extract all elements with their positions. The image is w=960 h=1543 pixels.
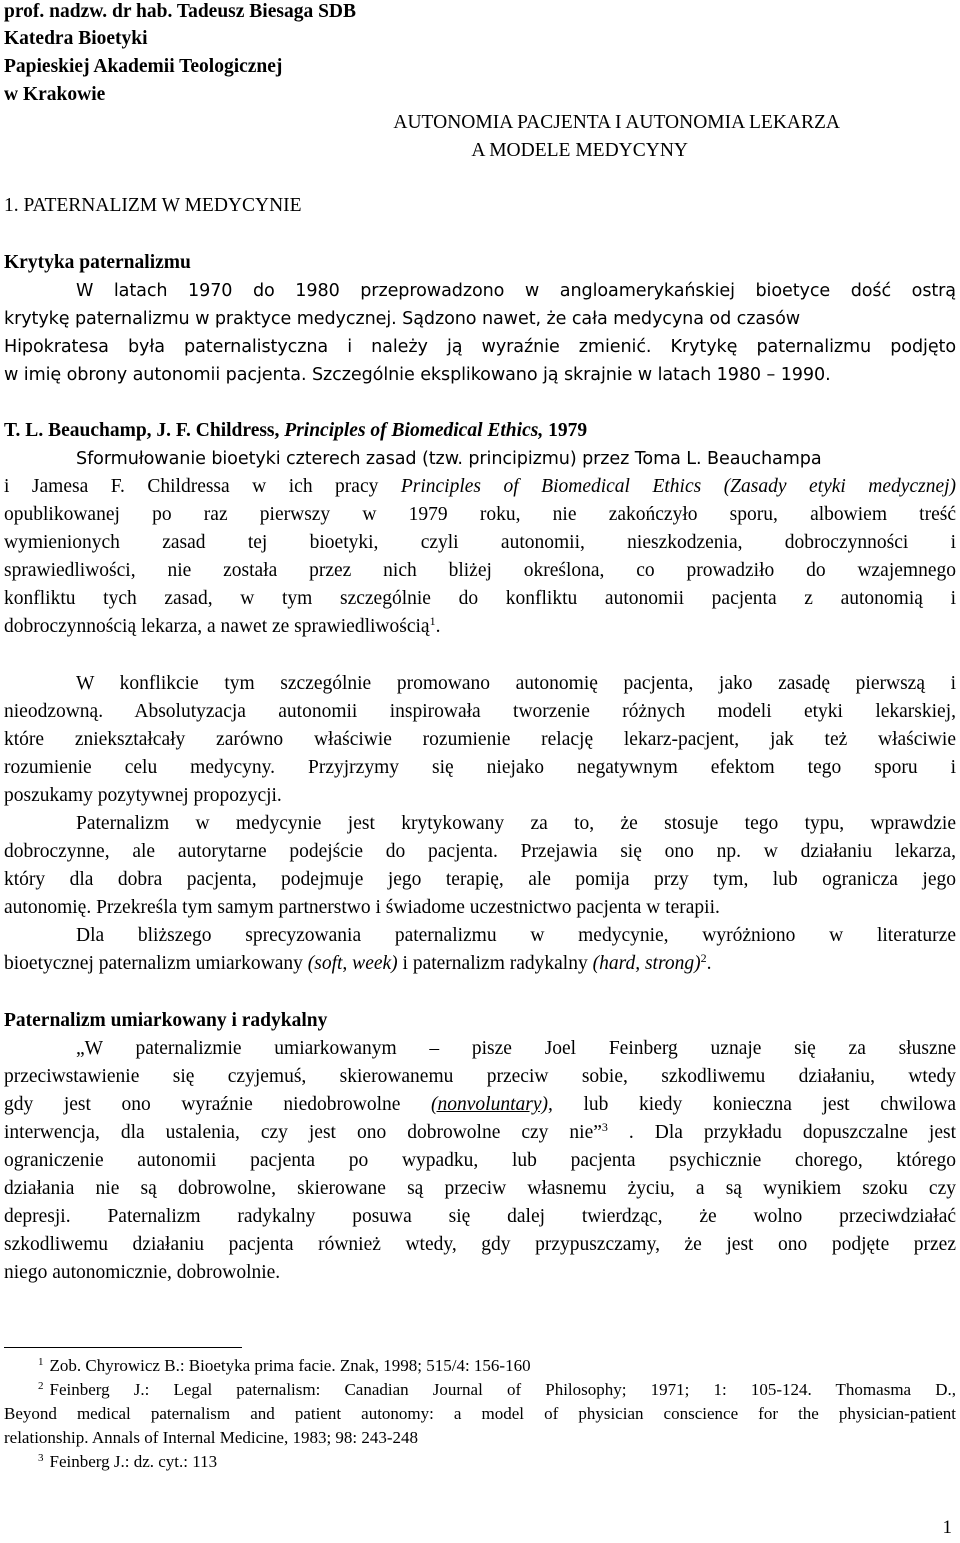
text-span: i Jamesa F. Childressa w ich pracy [4,476,401,497]
footnote-text: Feinberg J.: Legal paternalism: Canadian Journal of Philosophy; 1971; 1: 105-124. Thomasma D., [49,1380,956,1399]
title-line-2: A MODELE MEDYCYNY [471,140,688,161]
heading-book-title: Principles of Biomedical Ethics, [284,420,544,441]
paragraph-line: autonomię. Przekreśla tym samym partnerstwo i świadome uczestnictwo pacjenta w terapii. [4,897,720,918]
page-number: 1 [942,1517,952,1538]
footnote-2-line-3: relationship. Annals of Internal Medicine, 1983; 98: 243-248 [4,1428,419,1447]
paragraph-line: ograniczenie autonomii pacjenta po wypadku, lub pacjenta psychicznie chorego, którego [4,1150,956,1171]
footnote-text: Zob. Chyrowicz B.: Bioetyka prima facie. Znak, 1998; 515/4: 156-160 [49,1356,531,1375]
paragraph-line: poszukamy pozytywnej propozycji. [4,785,282,806]
title-line-1: AUTONOMIA PACJENTA I AUTONOMIA LEKARZA [393,112,840,133]
footnote-ref: 3 [601,1120,608,1134]
italic-term: (nonvoluntary), [431,1094,553,1115]
italic-term: (soft, week) [307,953,398,974]
city-line: w Krakowie [4,84,106,105]
paragraph-line: nieodzowną. Absolutyzacja autonomii inspirowała tworzenie różnych modeli etyki lekarskiej, [4,701,956,722]
paragraph-line: konfliktu tych zasad, w tym szczególnie do konfliktu autonomii pacjenta z autonomią i [4,588,956,609]
paragraph-line: w imię obrony autonomii pacjenta. Szczególnie eksplikowano ją skrajnie w latach 1980 – 1990. [4,365,831,385]
text-span: bioetycznej paternalizm umiarkowany [4,953,308,974]
text-span: i paternalizm radykalny [397,953,593,974]
paragraph-line: sprawiedliwości, nie została przez nich bliżej określona, co prowadziło do wzajemnego [4,560,956,581]
text-span: interwencja, dla ustalenia, czy jest ono dobrowolne czy nie” [4,1122,602,1143]
footnote-ref: 2 [700,951,707,965]
footnote-1 [38,1355,960,1379]
heading-year: 1979 [543,420,588,441]
paragraph-line: dobroczynne, ale autorytarne podejście do pacjenta. Przejawia się ono np. w działaniu lekarza, [4,841,956,862]
section-heading: 1. PATERNALIZM W MEDYCYNIE [4,195,302,216]
paragraph-line: Hipokratesa była paternalistyczna i należy ją wyraźnie zmienić. Krytykę paternalizmu podjęto [4,337,956,357]
heading-authors: T. L. Beauchamp, J. F. Childress, [4,420,285,441]
department-line: Katedra Bioetyki [4,28,148,49]
paragraph-line [4,952,956,977]
paragraph-line: W konflikcie tym szczególnie promowano autonomię pacjenta, jako zasadę pierwszą i [76,673,956,694]
paragraph-line: „W paternalizmie umiarkowanym – pisze Joel Feinberg uznaje się za słuszne [76,1038,956,1059]
paragraph-line: krytykę paternalizmu w praktyce medycznej. Sądzono nawet, że cała medycyna od czasów [4,309,801,329]
footnote-2-line-2: Beyond medical paternalism and patient autonomy: a model of physician conscience for the physician-patient [4,1404,956,1423]
paragraph-line: depresji. Paternalizm radykalny posuwa się dalej twierdząc, że wolno przeciwdziałać [4,1206,956,1227]
subheading-krytyka: Krytyka paternalizmu [4,252,191,273]
paragraph-line [4,475,956,499]
paragraph-line [4,615,956,640]
paragraph-line: który dla dobra pacjenta, podejmuje jego terapię, ale pomija przy tym, lub ogranicza jego [4,869,956,890]
footnote-separator [4,1347,242,1348]
text-span: . [435,616,441,637]
university-line: Papieskiej Akademii Teologicznej [4,56,283,77]
paragraph-line [4,1121,956,1145]
paragraph-line: rozumienie celu medycyny. Przyjrzymy się niejako negatywnym efektom tego sporu i [4,757,956,778]
italic-term: (hard, strong) [592,953,701,974]
text-span: lub kiedy konieczna jest chwilowa [552,1094,957,1115]
footnote-number: 1 [38,1356,44,1368]
paragraph-line: przeciwstawienie się czyjemuś, skierowanemu przeciw sobie, szkodliwemu działaniu, wtedy [4,1066,956,1087]
subheading-umiarkowany: Paternalizm umiarkowany i radykalny [4,1010,328,1031]
footnote-number: 3 [38,1452,44,1464]
text-span: dobroczynnością lekarza, a nawet ze sprawiedliwością [4,616,430,637]
paragraph-line: Sformułowanie bioetyki czterech zasad (tzw. principizmu) przez Toma L. Beauchampa [76,449,822,469]
footnote-2 [38,1379,956,1401]
footnote-3 [38,1451,960,1475]
text-span: . [706,953,712,974]
footnote-number: 2 [38,1380,44,1392]
footnote-ref: 1 [429,614,436,628]
paragraph-line: Dla bliższego sprecyzowania paternalizmu w medycynie, wyróżniono w literaturze [76,925,956,946]
footnote-text: Feinberg J.: dz. cyt.: 113 [49,1452,218,1471]
paragraph-line: które zniekształcały zarówno właściwie rozumienie relację lekarz-pacjent, jak też właściwie [4,729,956,750]
text-span: gdy jest ono wyraźnie niedobrowolne [4,1094,431,1115]
book-title-italic: Principles of Biomedical Ethics (Zasady etyki medycznej) [400,476,957,497]
paragraph-line: Paternalizm w medycynie jest krytykowany za to, że stosuje tego typu, wprawdzie [76,813,956,834]
paragraph-line: W latach 1970 do 1980 przeprowadzono w angloamerykańskiej bioetyce dość ostrą [76,281,956,301]
author-line: prof. nadzw. dr hab. Tadeusz Biesaga SDB [4,1,357,22]
paragraph-line: szkodliwemu działaniu pacjenta również wtedy, gdy przypuszczamy, że jest ono podjęte przez [4,1234,956,1255]
paragraph-line: opublikowanej po raz pierwszy w 1979 roku, nie zakończyło sporu, albowiem treść [4,504,956,525]
paragraph-line: niego autonomicznie, dobrowolnie. [4,1262,281,1283]
paragraph-line: działania nie są dobrowolne, skierowane są przeciw własnemu życiu, a są wynikiem szoku czy [4,1178,956,1199]
text-span: . Dla przykładu dopuszczalne jest [607,1122,956,1143]
paragraph-line: wymienionych zasad tej bioetyki, czyli autonomii, nieszkodzenia, dobroczynności i [4,532,956,553]
paragraph-line [4,1093,956,1117]
subheading-beauchamp [4,419,956,443]
